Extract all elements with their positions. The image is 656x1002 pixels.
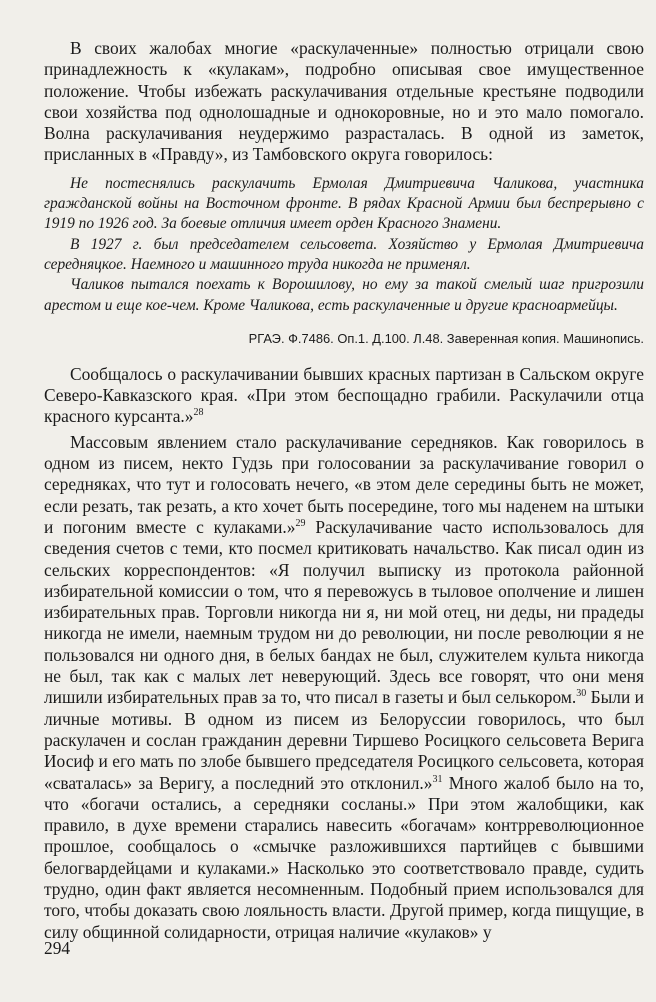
footnote-ref-29: 29 bbox=[295, 518, 306, 530]
quote-paragraph-3: Чаликов пытался поехать к Ворошилову, но ему за такой смелый шаг пригрозили арестом и еще кое-чем. Кроме Чаликова, есть раскулаченные и другие красноармейцы. bbox=[44, 276, 644, 314]
paragraph-partisans-text: Сообщалось о раскулачивании бывших красных партизан в Сальском округе Северо-Кавказского края. «При этом беспощадно грабили. Раскулачили отца красного курсанта.» bbox=[44, 363, 644, 427]
quote-paragraph-2: В 1927 г. был председателем сельсовета. Хозяйство у Ермолая Дмитриевича середняцкое. Наемного и машинного труда никогда не применял. bbox=[44, 235, 644, 273]
serednyaks-text-a: Массовым явлением стало раскулачивание середняков. Как говорилось в одном из писем, некто Гудзь при голосовании за раскулачивание говорил о середняках, что тут и голосовать нечего, «в этом деле середины быть не может, если резать, так резать, а кто хочет быть посередине, того мы наденем на штыки и погоним вместе с кулаками.» bbox=[44, 431, 644, 537]
serednyaks-text-c: Были и личные мотивы. В одном из писем из Белоруссии говорилось, что был раскулачен и сослан гражданин деревни Тиршево Росицкого сельсовета Верига Иосиф и его мать по злобе бывшего председателя Росицкого сельсовета, которая «сваталась» за Веригу, а последний это отклонил.» bbox=[44, 687, 644, 793]
page-body bbox=[44, 38, 644, 943]
archive-source: РГАЭ. Ф.7486. Оп.1. Д.100. Л.48. Заверенная копия. Машинопись. bbox=[248, 330, 644, 346]
page-number: 294 bbox=[44, 938, 71, 958]
serednyaks-text-b: Раскулачивание часто использовалось для сведения счетов с теми, кто посмел критиковать начальство. Как писал один из сельских корреспондентов: «Я получил выписку из протокола районной избирательной комиссии о том, что я перевожусь в тыловое ополчение и лишен избирательных прав. Торговли никогда ни я, ни мой отец, ни деды, ни прадеды никогда не имели, наемным трудом ни до революции, ни после революции я не пользовался ни одного дня, в белых бандах не был, служителем культа никогда не был, так как с малых лет неверующий. Здесь все говорят, что они меня лишили избирательных прав за то, что писал в газеты и был селькором. bbox=[44, 516, 644, 708]
paragraph-partisans bbox=[44, 364, 644, 428]
serednyaks-text-d: Много жалоб было на то, что «богачи остались, а середняки сосланы.» При этом жалобщики, как правило, в духе времени старались навесить «богачам» контрреволюционное прошлое, сообщалось о «смычке разложившихся партийцев с бывшими белогвардейцами и кулаками.» Насколько это соответствовало правде, судить трудно, один факт является несомненным. Подобный прием использовался для того, чтобы доказать свою лояльность власти. Другой пример, когда пищущие, в силу общинной солидарности, отрицая наличие «кулаков» у bbox=[44, 772, 644, 942]
quoted-note bbox=[44, 174, 644, 316]
paragraph-intro: В своих жалобах многие «раскулаченные» полностью отрицали свою принадлежность к «кулакам», подробно описывая свое имущественное положение. Чтобы избежать раскулачивания отдельные крестьяне подводили свои хозяйства под однолошадные и однокоровные, но и это мало помогало. Волна раскулачивания неудержимо разрасталась. В одной из заметок, присланных в «Правду», из Тамбовского округа говорилось: bbox=[44, 38, 644, 165]
footnote-ref-30: 30 bbox=[576, 688, 587, 700]
paragraph-serednyaks bbox=[44, 432, 644, 943]
footnote-ref-28: 28 bbox=[193, 407, 204, 419]
quote-paragraph-1: Не постеснялись раскулачить Ермолая Дмитриевича Чаликова, участника гражданской войны на Восточном фронте. В рядах Красной Армии был беспрерывно с 1919 по 1926 год. За боевые отличия имеет орден Красного Знамени. bbox=[44, 174, 644, 233]
footnote-ref-31: 31 bbox=[432, 773, 443, 785]
